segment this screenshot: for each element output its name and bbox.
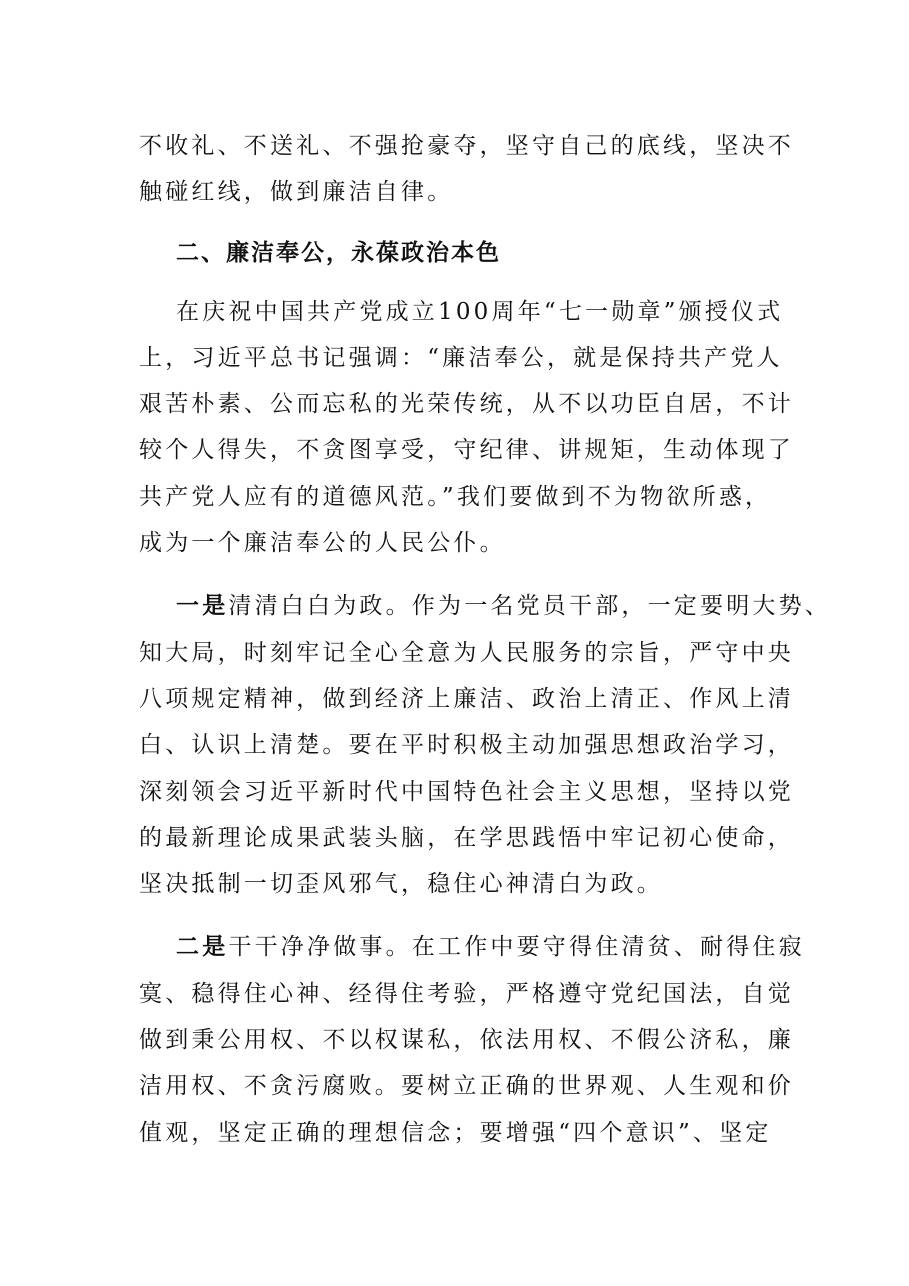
paragraph-first-line — [176, 932, 805, 962]
text-line: 成为一个廉洁奉公的人民公仆。 — [139, 530, 506, 556]
text-line: 不收礼、不送礼、不强抢豪夺，坚守自己的底线，坚决不 — [139, 133, 794, 159]
text-line: 值观，坚定正确的理想信念；要增强“四个意识”、坚定 — [139, 1120, 772, 1146]
section-heading: 二、廉洁奉公，永葆政治本色 — [176, 240, 501, 266]
lead-label: 一是 — [176, 593, 229, 619]
text-line: 深刻领会习近平新时代中国特色社会主义思想，坚持以党 — [139, 779, 794, 805]
text-line: 共产党人应有的道德风范。”我们要做到不为物欲所惑， — [139, 484, 772, 510]
text-line: 上，习近平总书记强调：“廉洁奉公，就是保持共产党人 — [139, 345, 783, 371]
text-span: 干干净净做事。在工作中要守得住清贫、耐得住寂 — [228, 934, 805, 960]
lead-label: 二是 — [176, 934, 229, 960]
text-line: 的最新理论成果武装头脑，在学思践悟中牢记初心使命， — [139, 825, 794, 851]
paragraph-first-line — [176, 591, 832, 621]
text-line: 较个人得失，不贪图享受，守纪律、讲规矩，生动体现了 — [139, 437, 794, 463]
text-line: 触碰红线，做到廉洁自律。 — [139, 179, 454, 205]
text-line: 艰苦朴素、公而忘私的光荣传统，从不以功臣自居，不计 — [139, 391, 794, 417]
text-line: 在庆祝中国共产党成立100周年“七一勋章”颁授仪式 — [176, 299, 784, 325]
text-span: 清清白白为政。作为一名党员干部，一定要明大势、 — [228, 593, 832, 619]
text-line: 洁用权、不贪污腐败。要树立正确的世界观、人生观和价 — [139, 1073, 794, 1099]
text-line: 做到秉公用权、不以权谋私，依法用权、不假公济私，廉 — [139, 1027, 794, 1053]
text-line: 寞、稳得住心神、经得住考验，严格遵守党纪国法，自觉 — [139, 981, 794, 1007]
text-line: 八项规定精神，做到经济上廉洁、政治上清正、作风上清 — [139, 686, 794, 712]
text-line: 坚决抵制一切歪风邪气，稳住心神清白为政。 — [139, 871, 663, 897]
text-line: 知大局，时刻牢记全心全意为人民服务的宗旨，严守中央 — [139, 640, 794, 666]
text-line: 白、认识上清楚。要在平时积极主动加强思想政治学习， — [139, 732, 794, 758]
